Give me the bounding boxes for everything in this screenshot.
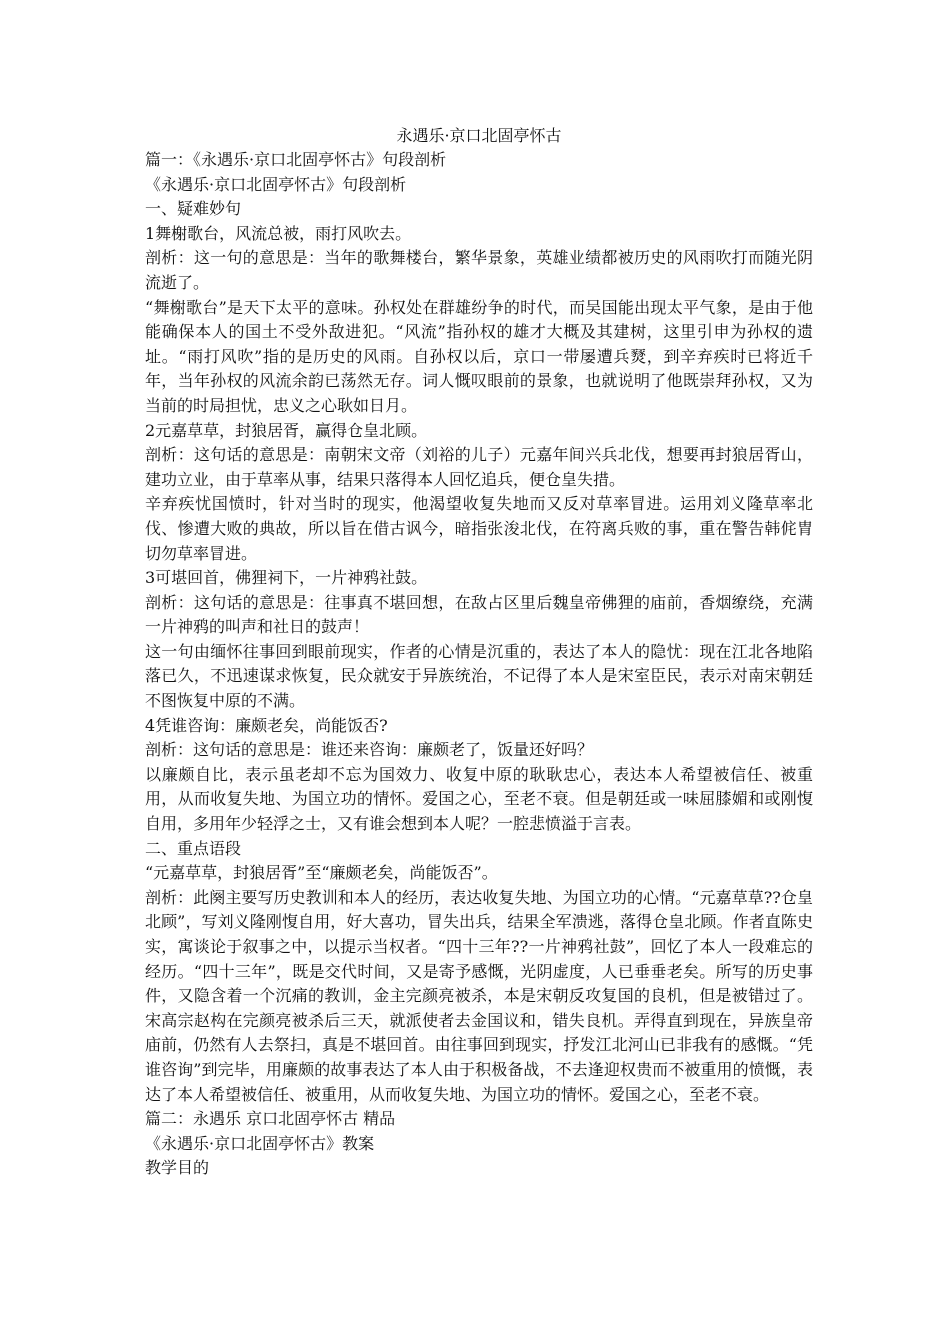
heading-difficult-lines: 一、疑难妙句 [145, 199, 242, 219]
key-passage-analysis: 剖析：此阕主要写历史教训和本人的经历，表达收复失地、为国立功的心情。“元嘉草草??仓皇北顾”，写刘义隆刚愎自用，好大喜功，冒失出兵，结果全军溃逃，落得仓皇北顾。作者直陈史实，寓谈论于叙事之中，以提示当权者。“四十三年??一片神鸦社鼓”，回忆了本人一段难忘的经历。“四十三年”，既是交代时间，又是寄予感慨，光阴虚度，人已垂垂老矣。所写的历史事件，又隐含着一个沉痛的教训，金主完颜亮被杀，本是宋朝反攻复国的良机，但是被错过了。宋高宗赵构在完颜亮被杀后三天，就派使者去金国议和，错失良机。弄得直到现在，异族皇帝庙前，仍然有人去祭扫，真是不堪回首。由往事回到现实，抒发江北河山已非我有的感慨。“凭谁咨询”到完毕，用廉颇的故事表达了本人由于积极备战，不去逢迎权贵而不被重用的愤慨，表达了本人希望被信任、被重用，从而收复失地、为国立功的情怀。爱国之心，至老不衰。 [145, 887, 813, 1104]
key-passage-quote: “元嘉草草，封狼居胥”至“廉颇老矣，尚能饭否”。 [145, 863, 498, 883]
lesson-plan-title: 《永遇乐·京口北固亭怀古》教案 [145, 1133, 375, 1153]
document-title: 永遇乐·京口北固亭怀古 [396, 126, 562, 145]
section-heading-1: 篇一：《永遇乐·京口北固亭怀古》句段剖析 [145, 150, 447, 169]
analysis-4: 剖析：这句话的意思是：谁还来咨询：廉颇老了，饭量还好吗？ [145, 740, 594, 760]
paragraph-4: 以廉颇自比，表示虽老却不忘为国效力、收复中原的耿耿忠心，表达本人希望被信任、被重用，从而收复失地、为国立功的情怀。爱国之心，至老不衰。但是朝廷或一味屈膝媚和或刚愎自用，多用年少轻浮之士，又有谁会想到本人呢？一腔悲愤溢于言表。 [145, 764, 813, 834]
document-page [145, 124, 813, 1181]
paragraph-1: “舞榭歌台”是天下太平的意味。孙权处在群雄纷争的时代，而吴国能出现太平气象，是由于他能确保本人的国土不受外敌进犯。“风流”指孙权的雄才大概及其建树，这里引申为孙权的遗址。“雨打风吹”指的是历史的风雨。自孙权以后，京口一带屡遭兵燹，到辛弃疾时已将近千年，当年孙权的风流余韵已荡然无存。词人慨叹眼前的景象，也就说明了他既崇拜孙权，又为当前的时局担忧，忠义之心耿如日月。 [145, 297, 813, 415]
paragraph-3: 这一句由缅怀往事回到眼前现实，作者的心情是沉重的，表达了本人的隐忧：现在江北各地陷落已久，不迅速谋求恢复，民众就安于异族统治，不记得了本人是宋室臣民，表示对南宋朝廷不图恢复中原的不满。 [145, 641, 813, 711]
quote-1: 1舞榭歌台，风流总被，雨打风吹去。 [145, 223, 412, 243]
section-heading-2: 篇二：永遇乐 京口北固亭怀古 精品 [145, 1109, 396, 1129]
heading-key-passage: 二、重点语段 [145, 838, 242, 858]
paragraph-2: 辛弃疾忧国愤时，针对当时的现实，他渴望收复失地而又反对草率冒进。运用刘义隆草率北伐、惨遭大败的典故，所以旨在借古讽今，暗指张浚北伐，在符离兵败的事，重在警告韩侂胄切勿草率冒进。 [145, 494, 813, 563]
analysis-2: 剖析：这句话的意思是：南朝宋文帝（刘裕的儿子）元嘉年间兴兵北伐，想要再封狼居胥山，建功立业，由于草率从事，结果只落得本人回忆追兵，便仓皇失措。 [145, 445, 813, 489]
analysis-3: 剖析：这句话的意思是：往事真不堪回想，在敌占区里后魏皇帝佛狸的庙前，香烟缭绕，充满一片神鸦的叫声和社日的鼓声！ [145, 592, 813, 637]
teaching-objectives: 教学目的 [145, 1158, 210, 1178]
quote-4: 4凭谁咨询：廉颇老矣，尚能饭否? [145, 715, 388, 735]
subtitle: 《永遇乐·京口北固亭怀古》句段剖析 [145, 174, 407, 194]
analysis-1: 剖析：这一句的意思是：当年的歌舞楼台，繁华景象，英雄业绩都被历史的风雨吹打而随光阴流逝了。 [145, 248, 813, 292]
quote-3: 3可堪回首，佛狸祠下，一片神鸦社鼓。 [145, 568, 428, 588]
quote-2: 2元嘉草草，封狼居胥，赢得仓皇北顾。 [145, 420, 428, 440]
